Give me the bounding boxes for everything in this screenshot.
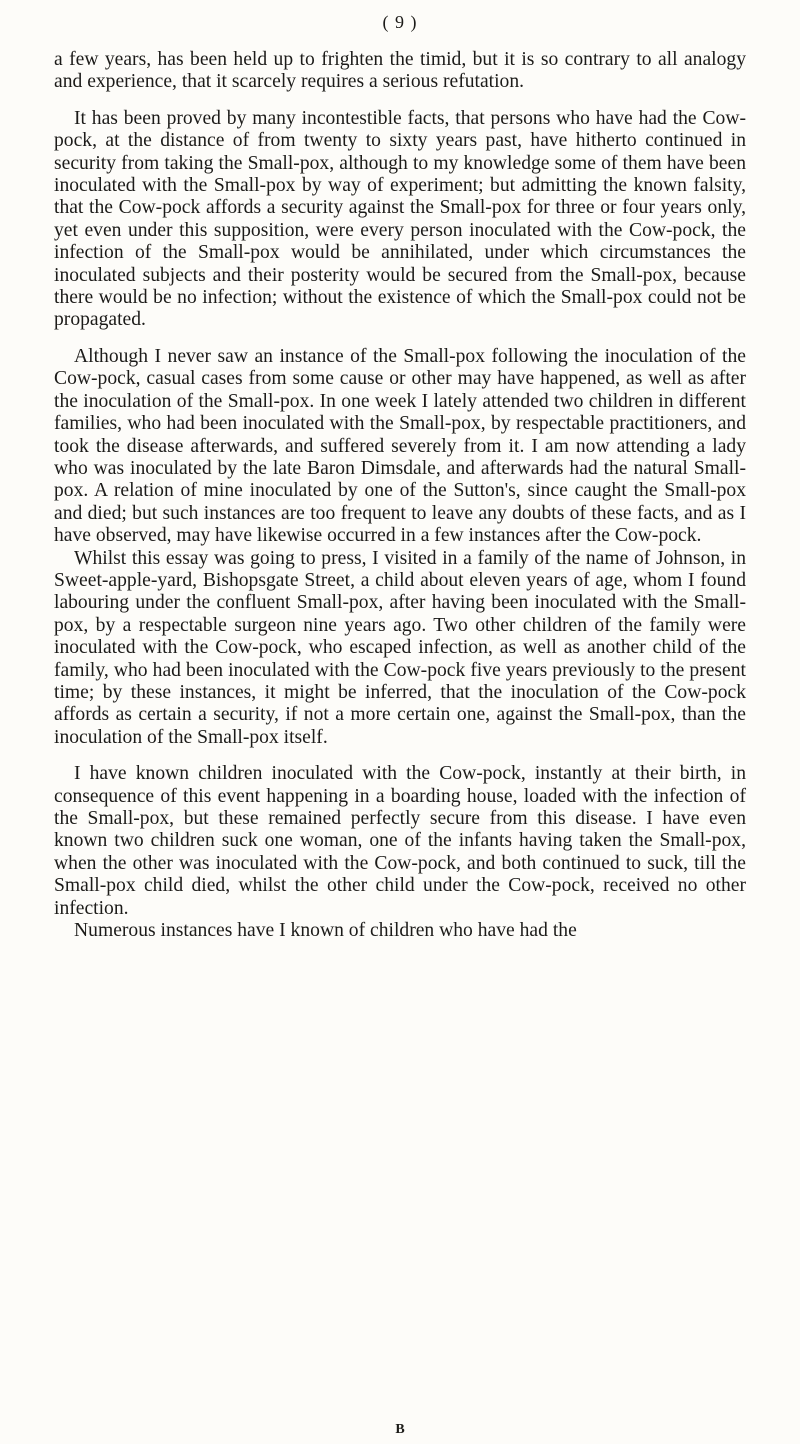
paragraph-casual-cases: Although I never saw an instance of the Small-pox following the inoculation of the Cow-pock, casual cases from some cause or other may have happened, as well as after the inoculation of the Small-pox. In one week I lately attended two children in different families, who had been inoculated with the Small-pox, by respectable practitioners, and took the disease afterwards, and suffered severely from it. I am now attending a lady who was inoculated by the late Baron Dimsdale, and afterwards had the natural Small-pox. A relation of mine inoculated by one of the Sutton's, since caught the Small-pox and died; but such instances are too frequent to leave any doubts of these facts, and as I have observed, may have likewise occurred in a few instances after the Cow-pock. (54, 345, 746, 547)
paragraph-cow-pock-security: It has been proved by many incontestible facts, that persons who have had the Cow-pock, at the distance of from twenty to sixty years past, have hitherto continued in security from taking the Small-pox, although to my knowledge some of them have been inoculated with the Small-pox by way of experiment; but admitting the known falsity, that the Cow-pock affords a security against the Small-pox for three or four years only, yet even under this supposition, were every person inoculated with the Cow-pock, the infection of the Small-pox would be annihilated, under which circumstances the inoculated subjects and their posterity would be secured from the Small-pox, because there would be no infection; without the existence of which the Small-pox could not be propagated. (54, 107, 746, 331)
paragraph-continuation: a few years, has been held up to frighten the timid, but it is so contrary to all analogy and experience, that it scarcely requires a serious refutation. (54, 49, 746, 93)
paragraph-numerous-instances: Numerous instances have I known of children who have had the (74, 920, 577, 942)
paragraph-johnson-family: Whilst this essay was going to press, I visited in a family of the name of Johnson, in Sweet-apple-yard, Bishopsgate Street, a child about eleven years of age, whom I found labouring under the confluent Small-pox, after having been inoculated with the Small-pox, by a respectable surgeon nine years ago. Two other children of the family were inoculated with the Cow-pock, who escaped infection, as well as another child of the family, who had been inoculated with the Cow-pock five years previously to the present time; by these instances, it might be inferred, that the inoculation of the Cow-pock affords as certain a security, if not a more certain one, against the Small-pox, than the inoculation of the Small-pox itself. (54, 547, 746, 748)
page-number: ( 9 ) (382, 12, 418, 32)
printer-signature-mark: B (395, 1422, 405, 1437)
paragraph-infant-inoculation: I have known children inoculated with the Cow-pock, instantly at their birth, in consequence of this event happening in a boarding house, loaded with the infection of the Small-pox, but these remained perfectly secure from this disease. I have even known two children suck one woman, one of the infants having taken the Small-pox, when the other was inoculated with the Cow-pock, and both continued to suck, till the Small-pox child died, whilst the other child under the Cow-pock, received no other infection. (54, 763, 746, 919)
